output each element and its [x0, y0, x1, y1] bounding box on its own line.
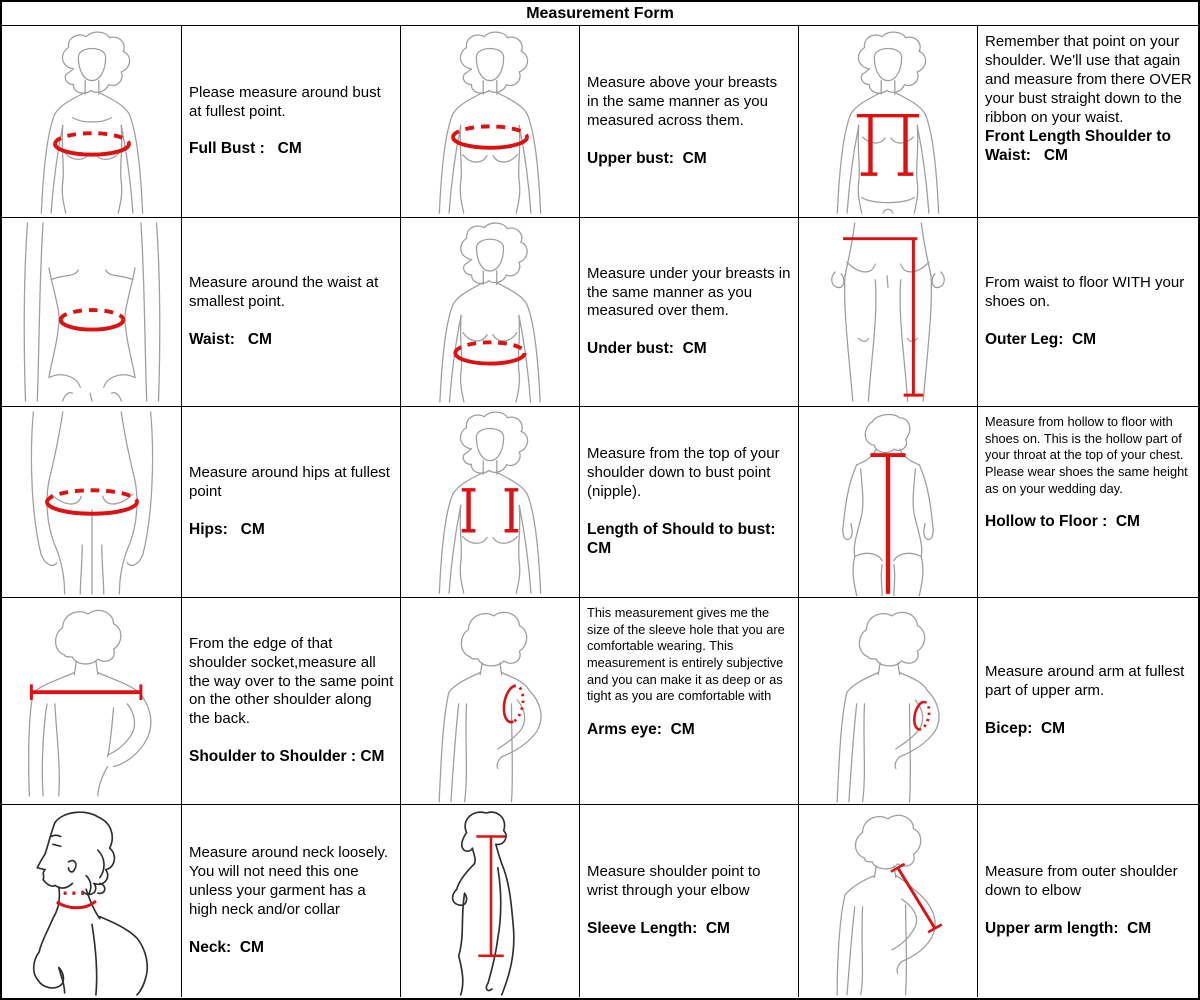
measurement-description: Measure shoulder point to wrist through your elbow: [587, 863, 761, 900]
figure-hips: [2, 406, 181, 597]
measurement-description: Measure from hollow to floor with shoes on. This is the hollow part of your throat at the top of your chest. Please wear shoes the same height as on your wedding day.: [985, 414, 1188, 496]
measurement-label: Front Length Shoulder to Waist: CM: [985, 128, 1176, 165]
bicep-illustration: [800, 599, 976, 803]
measurement-description: Measure under your breasts in the same manner as you measured over them.: [587, 264, 791, 320]
measurement-label: Upper arm length: CM: [985, 919, 1152, 937]
cell-bicep-text: [977, 597, 1198, 804]
cell-shoulder-to-bust-text: [579, 406, 798, 597]
measurement-description: Measure from the top of your shoulder down to bust point (nipple).: [587, 445, 780, 501]
measurement-description: From waist to floor WITH your shoes on.: [985, 274, 1185, 311]
measurement-description: This measurement gives me the size of the sleeve hole that you are comfortable wearing. This measurement is entirely subjective and you can make it as deep or as tight as you are comfortable with: [587, 605, 785, 704]
measurement-label: Hips: CM: [189, 520, 265, 538]
figure-bicep: [798, 597, 977, 804]
figure-under-bust: [400, 217, 579, 406]
cell-outer-leg-text: [977, 217, 1198, 406]
form-header: [2, 2, 1198, 26]
measurement-label: Sleeve Length: CM: [587, 919, 730, 937]
measurement-description: Measure around the waist at smallest point.: [189, 274, 379, 311]
cell-hollow-to-floor-text: [977, 406, 1198, 597]
measurement-description: Measure from outer shoulder down to elbow: [985, 863, 1178, 900]
upper-arm-length-illustration: [800, 806, 976, 996]
cell-upper-bust-text: [579, 26, 798, 217]
hollow-to-floor-illustration: [800, 408, 976, 596]
measurement-label: Length of Should to bust: CM: [587, 520, 785, 557]
figure-hollow-to-floor: [798, 406, 977, 597]
arms-eye-illustration: [402, 599, 578, 803]
measurement-label: Full Bust : CM: [189, 140, 302, 158]
cell-full-bust-text: [181, 26, 400, 217]
full-bust-illustration: [4, 28, 180, 216]
figure-outer-leg: [798, 217, 977, 406]
form-title: Measurement Form: [526, 4, 674, 22]
measurement-table: [2, 26, 1198, 997]
measurement-label: Hollow to Floor : CM: [985, 513, 1140, 531]
measurement-label: Shoulder to Shoulder : CM: [189, 748, 385, 766]
sleeve-length-illustration: [402, 806, 578, 996]
measurement-label: Neck: CM: [189, 938, 264, 956]
cell-neck-text: [181, 804, 400, 997]
figure-shoulder-to-shoulder: [2, 597, 181, 804]
figure-front-length: [798, 26, 977, 217]
under-bust-illustration: [402, 219, 578, 405]
waist-illustration: [4, 219, 180, 405]
figure-waist: [2, 217, 181, 406]
cell-arms-eye-text: [579, 597, 798, 804]
figure-shoulder-to-bust: [400, 406, 579, 597]
measurement-description: Measure around neck loosely. You will not need this one unless your garment has a high neck and/or collar: [189, 844, 388, 918]
upper-bust-illustration: [402, 28, 578, 216]
figure-arms-eye: [400, 597, 579, 804]
measurement-description: Remember that point on your shoulder. We'll use that again and measure from there OVER your bust straight down to the ribbon on your waist.: [985, 33, 1192, 126]
cell-upper-arm-length-text: [977, 804, 1198, 997]
outer-leg-illustration: [800, 219, 976, 405]
figure-full-bust: [2, 26, 181, 217]
neck-illustration: [4, 806, 180, 996]
figure-sleeve-length: [400, 804, 579, 997]
figure-upper-bust: [400, 26, 579, 217]
measurement-label: Arms eye: CM: [587, 720, 695, 738]
measurement-description: Measure around arm at fullest part of upper arm.: [985, 663, 1185, 700]
measurement-label: Upper bust: CM: [587, 149, 707, 167]
shoulder-to-shoulder-illustration: [4, 599, 180, 803]
cell-waist-text: [181, 217, 400, 406]
front-length-illustration: [800, 28, 976, 216]
cell-front-length-text: [977, 26, 1198, 217]
measurement-label: Bicep: CM: [985, 719, 1066, 737]
figure-neck: [2, 804, 181, 997]
shoulder-to-bust-illustration: [402, 408, 578, 596]
measurement-description: Measure above your breasts in the same manner as you measured across them.: [587, 74, 778, 129]
measurement-description: Measure around hips at fullest point: [189, 464, 390, 501]
measurement-description: Please measure around bust at fullest point.: [189, 83, 381, 120]
cell-under-bust-text: [579, 217, 798, 406]
measurement-description: From the edge of that shoulder socket,measure all the way over to the same point on the other shoulder along the back.: [189, 634, 394, 728]
cell-sleeve-length-text: [579, 804, 798, 997]
figure-upper-arm-length: [798, 804, 977, 997]
cell-hips-text: [181, 406, 400, 597]
measurement-label: Outer Leg: CM: [985, 330, 1097, 348]
measurement-label: Under bust: CM: [587, 340, 707, 358]
hips-illustration: [4, 408, 180, 596]
cell-shoulder-to-shoulder-text: [181, 597, 400, 804]
measurement-label: Waist: CM: [189, 330, 272, 348]
